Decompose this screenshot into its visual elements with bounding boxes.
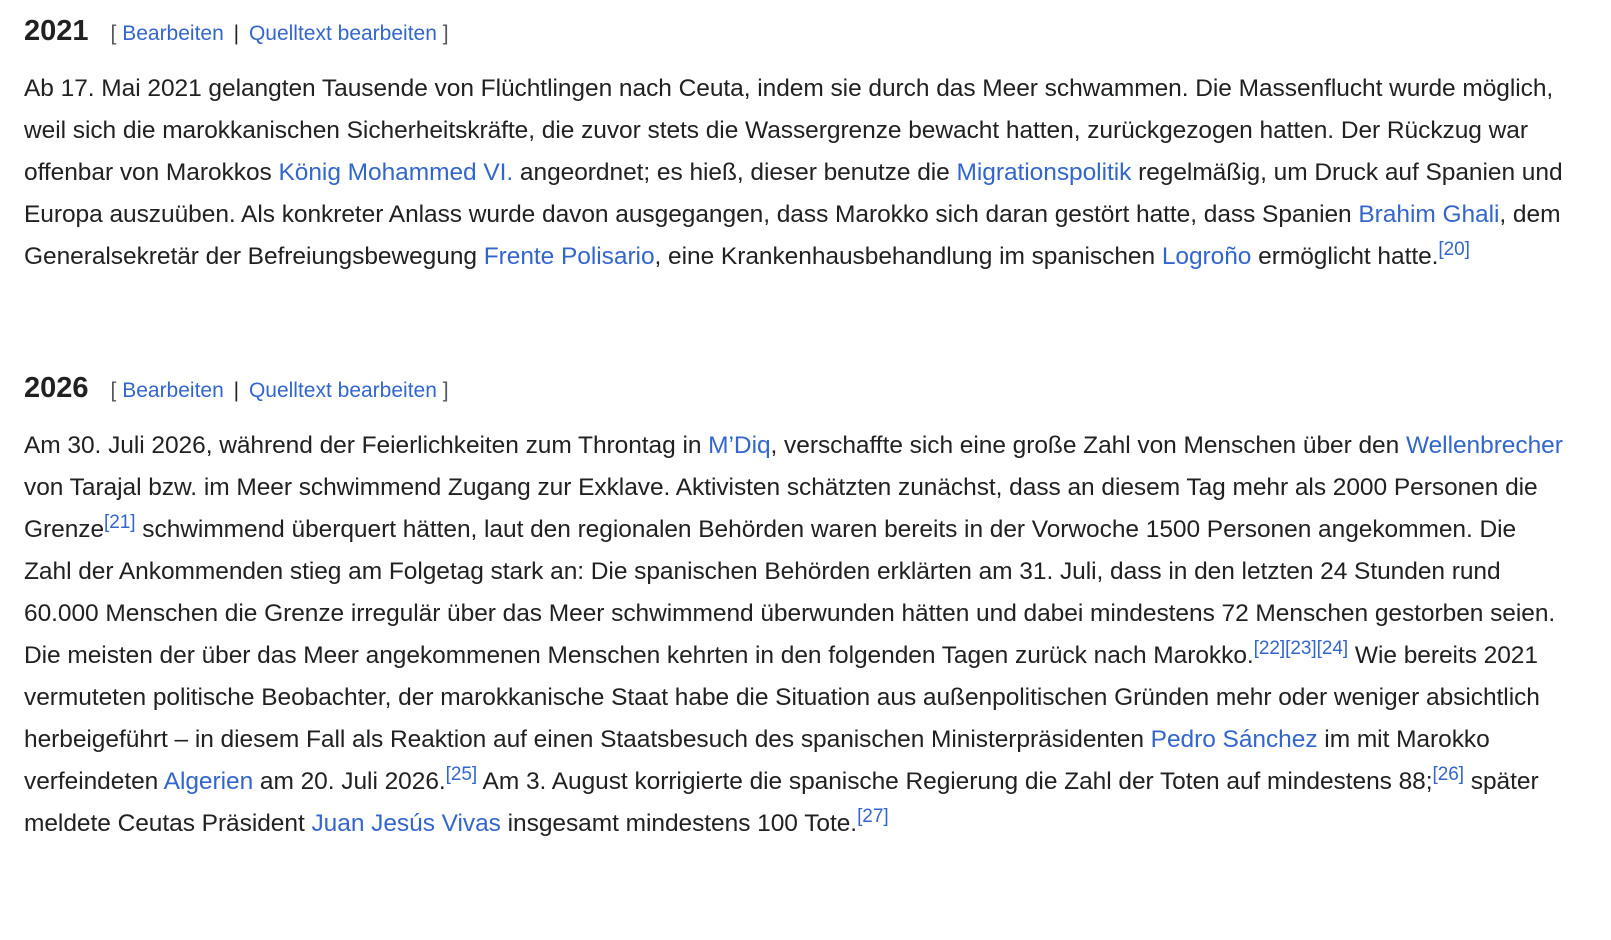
- wiki-link[interactable]: Wellenbrecher: [1405, 432, 1563, 459]
- reference-marker: [1285, 638, 1317, 659]
- edit-link[interactable]: Bearbeiten: [122, 379, 224, 402]
- section-heading: [24, 0, 1564, 60]
- edit-separator: |: [233, 379, 240, 402]
- text-run: , dem Generalsekretär der Befreiungsbewegung: [24, 201, 1561, 270]
- section-2026: [24, 357, 1564, 845]
- edit-bracket-close: ]: [442, 379, 449, 402]
- reference-link[interactable]: [25]: [445, 763, 478, 785]
- reference-link[interactable]: [23]: [1285, 637, 1317, 659]
- reference-marker: [104, 512, 136, 533]
- reference-marker: [446, 764, 478, 785]
- edit-source-link[interactable]: Quelltext bearbeiten: [248, 22, 437, 45]
- text-run: im mit Marokko verfeindeten: [24, 726, 1490, 795]
- section-2021: [24, 0, 1564, 278]
- wiki-link[interactable]: Brahim Ghali: [1358, 201, 1500, 228]
- wiki-link[interactable]: Frente Polisario: [483, 243, 655, 270]
- wiki-link[interactable]: Logroño: [1161, 243, 1252, 270]
- text-run: später meldete Ceutas Präsident: [24, 768, 1539, 837]
- reference-link[interactable]: [22]: [1253, 637, 1286, 659]
- text-run: am 20. Juli 2026.: [253, 768, 446, 795]
- text-run: Am 30. Juli 2026, während der Feierlichkeiten zum Throntag in: [24, 432, 709, 459]
- text-run: , eine Krankenhausbehandlung im spanischen: [654, 243, 1162, 270]
- text-run: Wie bereits 2021 vermuteten politische Beobachter, der marokkanische Staat habe die Situation aus außenpolitischen Gründen mehr oder weniger absichtlich herbeigeführt – in diesem Fall als Reaktion auf einen Staatsbesuch des spanischen Ministerpräsidenten: [24, 642, 1540, 753]
- reference-link[interactable]: [26]: [1432, 763, 1465, 785]
- wiki-link[interactable]: Algerien: [163, 768, 254, 795]
- reference-link[interactable]: [27]: [857, 805, 889, 827]
- text-run: Ab 17. Mai 2021 gelangten Tausende von Flüchtlingen nach Ceuta, indem sie durch das Meer schwammen. Die Massenflucht wurde möglich, weil sich die marokkanischen Sicherheitskräfte, die zuvor stets die Wassergrenze bewacht hatten, zurückgezogen hatten. Der Rückzug war offenbar von Marokkos: [24, 75, 1554, 186]
- text-run: regelmäßig, um Druck auf Spanien und Europa auszuüben. Als konkreter Anlass wurde davon ausgegangen, dass Marokko sich daran gestört hatte, dass Spanien: [24, 159, 1563, 228]
- text-run: von Tarajal bzw. im Meer schwimmend Zugang zur Exklave. Aktivisten schätzten zunächst, dass an diesem Tag mehr als 2000 Personen die Grenze: [24, 474, 1538, 543]
- edit-source-link[interactable]: Quelltext bearbeiten: [248, 379, 437, 402]
- edit-bracket-open: [: [110, 22, 117, 45]
- reference-marker: [1254, 638, 1286, 659]
- text-run: angeordnet; es hieß, dieser benutze die: [513, 159, 957, 186]
- section-paragraph: [24, 425, 1564, 845]
- text-run: schwimmend überquert hätten, laut den regionalen Behörden waren bereits in der Vorwoche 1500 Personen angekommen. Die Zahl der Ankommenden stieg am Folgetag stark an: Die spanischen Behörden erklärten am 31. Juli, dass in den letzten 24 Stunden rund 60.000 Menschen die Grenze irregulär über das Meer schwimmend überwunden hätten und dabei mindestens 72 Menschen gestorben seien. Die meisten der über das Meer angekommenen Menschen kehrten in den folgenden Tagen zurück nach Marokko.: [24, 516, 1556, 669]
- text-run: , verschaffte sich eine große Zahl von Menschen über den: [770, 432, 1406, 459]
- edit-section-links: [111, 22, 449, 46]
- text-run: ermöglicht hatte.: [1251, 243, 1439, 270]
- wiki-link[interactable]: König Mohammed VI.: [278, 159, 514, 186]
- edit-link[interactable]: Bearbeiten: [122, 22, 224, 45]
- wiki-link[interactable]: Migrationspolitik: [956, 159, 1132, 186]
- reference-link[interactable]: [20]: [1438, 238, 1470, 260]
- reference-marker: [1317, 638, 1349, 659]
- text-run: Am 3. August korrigierte die spanische Regierung die Zahl der Toten auf mindestens 88;: [477, 768, 1433, 795]
- reference-marker: [1433, 764, 1465, 785]
- edit-bracket-close: ]: [442, 22, 449, 45]
- edit-bracket-open: [: [110, 379, 117, 402]
- edit-section-links: [111, 379, 449, 403]
- reference-marker: [857, 806, 889, 827]
- section-heading: [24, 357, 1564, 417]
- wiki-link[interactable]: Juan Jesús Vivas: [311, 810, 501, 837]
- reference-link[interactable]: [24]: [1316, 637, 1349, 659]
- text-run: insgesamt mindestens 100 Tote.: [500, 810, 858, 837]
- edit-separator: |: [233, 22, 240, 45]
- reference-marker: [1438, 239, 1470, 260]
- section-title: 2021: [24, 15, 89, 47]
- section-title: 2026: [24, 372, 89, 404]
- section-paragraph: [24, 68, 1564, 278]
- wiki-link[interactable]: Pedro Sánchez: [1150, 726, 1318, 753]
- wiki-link[interactable]: M’Diq: [708, 432, 771, 459]
- reference-link[interactable]: [21]: [104, 511, 136, 533]
